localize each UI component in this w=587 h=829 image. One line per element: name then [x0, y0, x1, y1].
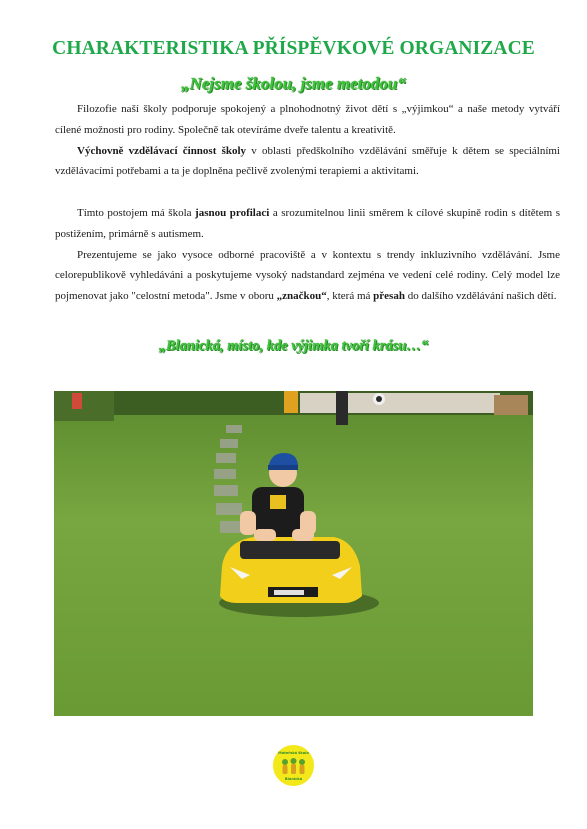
paragraph-text: a srozumitelnou linii směrem k cílové skupině rodin s dítětem s postižením, primárně s autismem.: [55, 206, 560, 240]
paragraph-philosophy: Filozofie naší školy podporuje spokojený a plnohodnotný život dětí s „výjimkou“ a naše metody vytváří cílené možnosti pro rodiny. Společně tak otevíráme dveře talentu a kreativitě.: [55, 103, 560, 136]
school-logo-icon: [273, 745, 314, 786]
motto: „Nejsme školou, jsme metodou“: [181, 74, 406, 93]
child-in-yellow-toy-car-photo: [54, 391, 533, 716]
paragraph-profile: [55, 203, 560, 245]
logo-top-text: Mateřská škola: [278, 751, 309, 755]
paragraph-presentation: [55, 245, 560, 307]
bold-phrase: Výchovně vzdělávací činnost školy: [77, 144, 247, 157]
paragraph-text: Tímto postojem má škola: [77, 206, 196, 219]
paragraph-education: [55, 141, 560, 183]
paragraph-text: do dalšího vzdělávání našich dětí.: [404, 290, 557, 303]
bold-phrase: jasnou profilaci: [195, 206, 270, 219]
closing-motto: „Blanická, místo, kde výjimka tvoří krásu…“: [158, 338, 429, 354]
paragraph-text: Prezentujeme se jako vysoce odborné pracoviště a v kontextu s trendy inkluzivního vzdělávání. Jsme celorepublikově vyhledáváni a poskytujeme vysoký nadstandard zejména ve vedení celé rodiny. Celý model lze pojmenovat jako "celostní metoda". Jsme v oboru: [55, 248, 560, 303]
bold-phrase: přesah: [373, 290, 405, 303]
paragraph-text: v oblasti předškolního vzdělávání směřuje k dětem se speciálními vzdělávacími potřebami a ta je doplněna pečlivě zvolenými terapiemi a aktivitami.: [55, 144, 560, 178]
body-text: [55, 99, 560, 307]
logo-bottom-text: Blanická: [284, 777, 303, 781]
bold-phrase: „značkou“: [276, 290, 327, 303]
page-title: CHARAKTERISTIKA PŘÍSPĚVKOVÉ ORGANIZACE: [52, 38, 535, 59]
paragraph-text: , která má: [326, 290, 374, 303]
